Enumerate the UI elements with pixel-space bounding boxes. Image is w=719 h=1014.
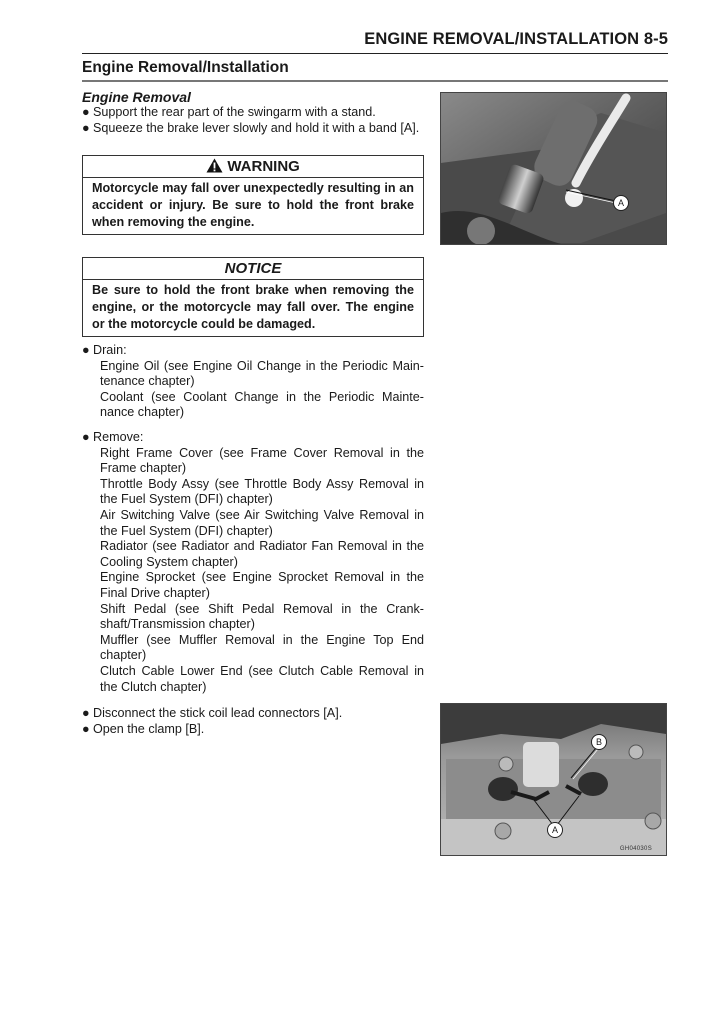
bullet-icon: ● (82, 105, 90, 119)
step-item: ● Support the rear part of the swingarm with a stand. (82, 105, 376, 119)
notice-text: Be sure to hold the front brake when removing the engine, or the motorcycle may fall over. The engine or the motorcycle could be damaged. (92, 283, 414, 331)
running-title: ENGINE REMOVAL/INSTALLATION 8-5 (364, 30, 668, 48)
warning-triangle-icon (206, 158, 223, 173)
engine-removal-heading: Engine Removal (82, 89, 191, 105)
remove-item: Muffler (see Muffler Removal in the Engine Top End chapter) (100, 632, 424, 663)
bullet-icon: ● (82, 343, 90, 357)
remove-label: ● Remove: (82, 430, 144, 444)
section-title: Engine Removal/Installation (82, 59, 289, 76)
remove-item: Right Frame Cover (see Frame Cover Removal in the Frame chapter) (100, 445, 424, 476)
brake-lever-photo (441, 93, 666, 244)
bullet-icon: ● (82, 120, 90, 135)
remove-item: Air Switching Valve (see Air Switching Valve Removal in the Fuel System (DFI) chapter) (100, 507, 424, 538)
warning-text: Motorcycle may fall over unexpectedly resulting in an accident or injury. Be sure to hold the front brake when removing the engine. (92, 181, 414, 229)
step-item: ● Open the clamp [B]. (82, 721, 205, 736)
header-rule (82, 53, 668, 54)
figure-stick-coil-connectors (440, 703, 667, 856)
engine-removal-block (82, 89, 424, 136)
step-item: ● Squeeze the brake lever slowly and hold it with a band [A]. (82, 120, 420, 135)
remove-block (82, 430, 424, 695)
notice-box (82, 257, 424, 337)
drain-block (82, 343, 424, 421)
remove-item: Throttle Body Assy (see Throttle Body Assy Removal in the Fuel System (DFI) chapter) (100, 476, 424, 507)
final-steps-block (82, 706, 424, 737)
bullet-icon: ● (82, 430, 90, 444)
drain-item: Engine Oil (see Engine Oil Change in the Periodic Main-tenance chapter) (100, 358, 424, 389)
callout-b: B (591, 734, 607, 750)
step-item: ● Disconnect the stick coil lead connectors [A]. (82, 706, 343, 720)
remove-item: Shift Pedal (see Shift Pedal Removal in the Crank-shaft/Transmission chapter) (100, 601, 424, 632)
bullet-icon: ● (82, 706, 90, 720)
remove-item: Radiator (see Radiator and Radiator Fan Removal in the Cooling System chapter) (100, 539, 424, 569)
bullet-icon: ● (82, 721, 90, 736)
callout-a: A (613, 195, 629, 211)
remove-item: Engine Sprocket (see Engine Sprocket Removal in the Final Drive chapter) (100, 570, 424, 600)
remove-item: Clutch Cable Lower End (see Clutch Cable Removal in the Clutch chapter) (100, 663, 424, 694)
figure-brake-lever-band (440, 92, 667, 245)
section-rule (82, 80, 668, 82)
drain-label: ● Drain: (82, 343, 127, 357)
warning-box (82, 155, 424, 235)
callout-a: A (547, 822, 563, 838)
warning-title: WARNING (83, 156, 423, 178)
figure-code: GH04030S (619, 846, 652, 852)
notice-title: NOTICE (83, 258, 423, 280)
drain-item: Coolant (see Coolant Change in the Periodic Mainte-nance chapter) (100, 389, 424, 420)
